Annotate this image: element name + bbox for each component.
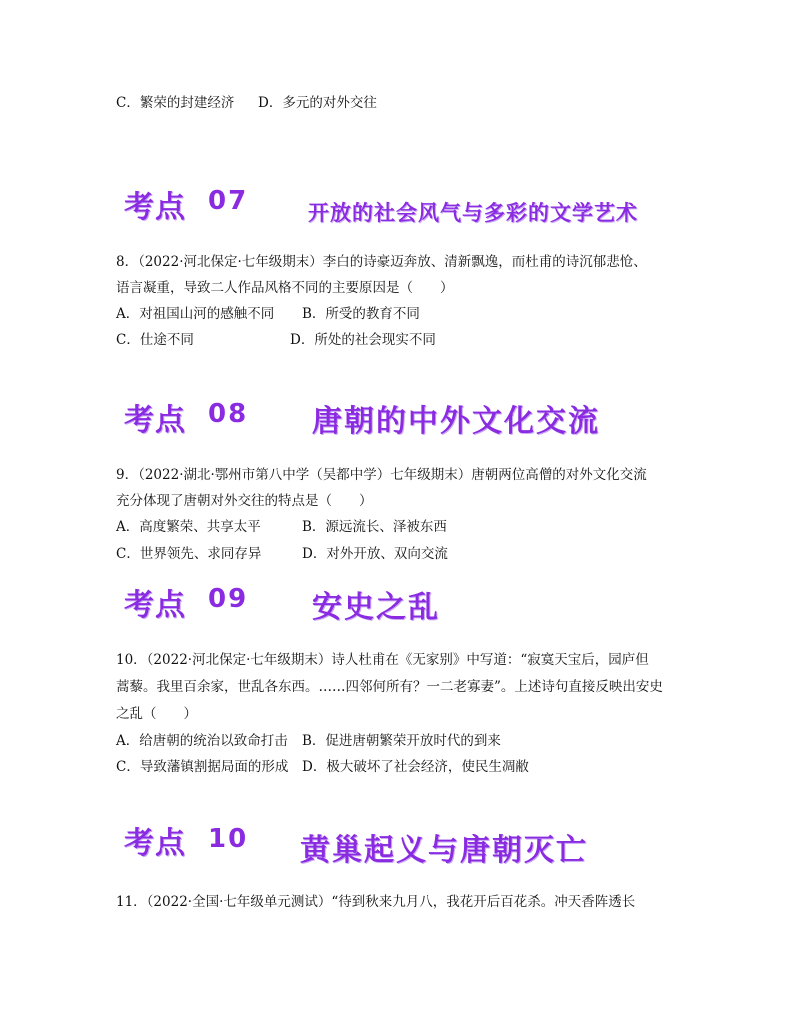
section-label: 考点 xyxy=(124,403,186,438)
section-label: 考点 xyxy=(124,190,186,225)
q10-option-d: D．极大破坏了社会经济，使民生凋敝 xyxy=(302,759,529,775)
section-number: 10 xyxy=(208,824,249,854)
q9-option-a: A．高度繁荣、共享太平 xyxy=(116,519,261,535)
section-label: 考点 xyxy=(124,826,186,861)
question-11-line-1: 11．（2022·全国·七年级单元测试）“待到秋来九月八，我花开后百花杀。冲天香阵透长 xyxy=(116,894,636,910)
section-title: 唐朝的中外文化交流 xyxy=(312,404,600,439)
section-number: 07 xyxy=(208,186,249,216)
section-title: 开放的社会风气与多彩的文学艺术 xyxy=(308,201,638,225)
q9-option-d: D．对外开放、双向交流 xyxy=(302,546,448,562)
question-8-line-1: 8．（2022·河北保定·七年级期末）李白的诗豪迈奔放、清新飘逸，而杜甫的诗沉郁悲怆、 xyxy=(116,254,647,270)
section-title: 安史之乱 xyxy=(312,590,440,625)
question-9-line-1: 9．（2022·湖北·鄂州市第八中学（吴都中学）七年级期末）唐朝两位高僧的对外文化交流 xyxy=(116,467,647,483)
question-8-line-2: 语言凝重，导致二人作品风格不同的主要原因是（ ） xyxy=(116,280,454,296)
section-number: 09 xyxy=(208,584,249,614)
q9-option-b: B．源远流长、泽被东西 xyxy=(302,519,447,535)
question-10-line-3: 之乱（ ） xyxy=(116,706,197,722)
section-number: 08 xyxy=(208,399,249,429)
section-label: 考点 xyxy=(124,588,186,623)
q8-option-b: B．所受的教育不同 xyxy=(302,306,420,322)
question-10-line-2: 蒿藜。我里百余家，世乱各东西。……四邻何所有？一二老寡妻”。上述诗句直接反映出安史 xyxy=(116,679,663,695)
q8-option-d: D．所处的社会现实不同 xyxy=(290,332,436,348)
q10-option-c: C．导致藩镇割据局面的形成 xyxy=(116,759,289,775)
option-d: D．多元的对外交往 xyxy=(258,95,377,111)
section-title: 黄巢起义与唐朝灭亡 xyxy=(300,833,588,868)
question-9-line-2: 充分体现了唐朝对外交往的特点是（ ） xyxy=(116,493,373,509)
q8-option-c: C．仕途不同 xyxy=(116,332,194,348)
q10-option-b: B．促进唐朝繁荣开放时代的到来 xyxy=(302,733,501,749)
question-10-line-1: 10．（2022·河北保定·七年级期末）诗人杜甫在《无家别》中写道：“寂寞天宝后，园庐但 xyxy=(116,652,649,668)
q9-option-c: C．世界领先、求同存异 xyxy=(116,546,262,562)
q10-option-a: A．给唐朝的统治以致命打击 xyxy=(116,733,288,749)
option-c: C．繁荣的封建经济 xyxy=(116,95,235,111)
q8-option-a: A．对祖国山河的感触不同 xyxy=(116,306,275,322)
